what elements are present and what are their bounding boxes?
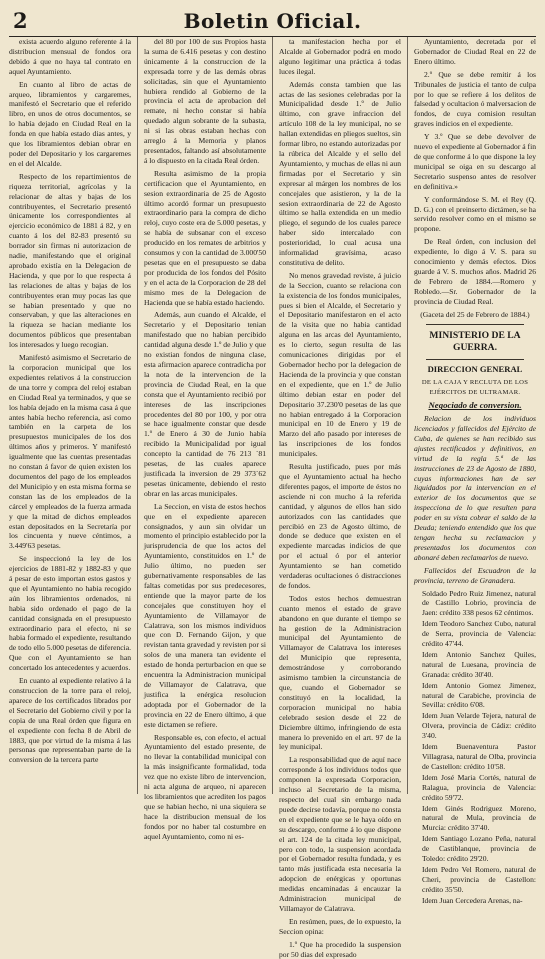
paragraph: exista acuerdo alguno referente á la distribucion mensual de fondos ora debido á que no haya tal contrato en aquel Ayuntamiento. bbox=[9, 37, 131, 76]
paragraph: Ayuntamiento, decretada por el Gobernador de Ciudad Real en 22 de Enero último. bbox=[414, 37, 536, 66]
journal-title: Boletin Oficial. bbox=[183, 9, 362, 33]
list-item: Idem Teodoro Sanchez Cubo, natural de Serra, provincia de Valencia: crédito 47'44. bbox=[422, 619, 536, 649]
paragraph: En cuanto al expediente relativo á la construccion de la torre para el reloj, aparece de los certificados librados por el Secretario del Gobierno civil y por la copia de una Real órden que figura en el expediente con fecha 8 de Abril de 1883, que por virtud de la misma á las personas que representaban parte de la conversion de la tercera parte bbox=[9, 676, 131, 765]
list-item: Idem Juan Velarde Tejera, natural de Olvera, provincia de Cádiz: crédito 3'40. bbox=[422, 711, 536, 741]
paragraph: Y 3.º Que se debe devolver de nuevo el expediente al Gobernador á fin de que conforme á lo que dispone la ley municipal se oiga en su descargo al Secretario suspenso antes de resolver en definitiva.» bbox=[414, 132, 536, 191]
paragraph: Además, aun cuando el Alcalde, el Secretario y el Depositario tenian manifestado que no habian percibido cantidad alguna desde 1.º de Julio y que no existian fondos de ninguna clase, esta afirmacion aparece contradicha por la nota de la intervencion de la provincia de Ciudad Real, en la que consta que el Ayuntamiento recibió por intereses de las inscripciones procedentes del 80 por 100, y por otra se hace igualmente constar que desde 1.º de Enero á 30 de Junio había recibido la Municipalidad por igual concepto la cantidad de 76 213 ´81 pesetas, de las cuales aparece justificada la inversion de 29 373´62 pesetas únicamente, debiendo el resto obrar en las arcas municipales. bbox=[144, 310, 266, 498]
list-item: Idem Buenaventura Pastor Villagrasa, natural de Olba, provincia de Castellon: crédito 10'58. bbox=[422, 742, 536, 771]
section-divider bbox=[426, 359, 524, 360]
paragraph: La Seccion, en vista de estos hechos que en el expediente aparecen consignados, y aun sin olvidar un momento el principio establecido por la jurisprudencia de que los actos del Ayuntamiento, constituidos en 1.º de Julio último, no pueden ser gubernativamente responsables de las faltas cometidas por sus predecesores, entiende que la mayor parte de los concejales que constituyen hoy el Ayuntamiento de Villamayor de Calatrava, son los mismos individuos que con D. Fernando Gijon, y que revistan tanta gravedad y revisten por si solos de una manera tan evidente el estado de honda perturbacion en que se encuentra la Administracion municipal de Villamayor de Calatrava, que justifica la enérgica resolucion adoptada por el Gobernador de la provincia en 22 de Enero último, á que este dictamen se refiere. bbox=[144, 501, 266, 729]
column-1 bbox=[9, 37, 131, 794]
ministry-heading: MINISTERIO DE LA GUERRA. bbox=[429, 330, 521, 354]
gazette-citation: (Gaceta del 25 de Febrero de 1884.) bbox=[420, 309, 530, 319]
department-heading: Negociado de conversion. bbox=[428, 400, 522, 411]
paragraph: del 80 por 100 de sus Propios hasta la suma de 6.416 pesetas y con destino únicamente á la construccion de la expresada torre y de las demás obras solicitadas, sin que el Ayuntamiento hubiera rendido al Gobierno de la provincia el acta de aprobacion del remate, ni hecho constar si había quedado algun sobrante de la subasta, ni si las obras estaban hechas con arreglo á la Memoria y planos presentados, faltando así absolutamente á lo dispuesto en la citada Real órden. bbox=[144, 37, 266, 165]
column-2 bbox=[137, 37, 266, 841]
list-item: Idem Antonio Gomez Jimenez, natural de Carabiche, provincia de Sevilla: crédito 6'08. bbox=[422, 680, 536, 710]
column-4 bbox=[407, 37, 536, 905]
list-item: Idem Pedro Vel Romero, natural de Cheri, provincia de Castellon: crédito 35'50. bbox=[422, 864, 536, 894]
paragraph: Y conformándose S. M. el Rey (Q. D. G.) con el preinserto dictámen, se ha servido resolver como en el mismo se propone. bbox=[414, 194, 536, 234]
paragraph: ta manifestacion hecha por el Alcalde al Gobernador podrá en modo alguno legitimar una práctica á todas luces ilegal. bbox=[279, 37, 401, 76]
direction-heading: DIRECCION GENERAL bbox=[427, 364, 523, 375]
paragraph: 1.º Que ha procedido la suspension por 50 dias del expresado bbox=[279, 939, 401, 959]
deceased-heading: Fallecidos del Escuadron de la provincia, terreno de Granadera. bbox=[414, 565, 536, 585]
list-item: Idem Antonio Sanchez Quiles, natural de Luesana, provincia de Granada: crédito 30'40. bbox=[422, 649, 536, 679]
list-item: Idem José Maria Cortés, natural de Ralagua, provincia de Valencia: crédito 59'72. bbox=[422, 772, 536, 802]
page-number: 2 bbox=[13, 8, 28, 33]
column-3 bbox=[272, 37, 401, 959]
relation-paragraph: Relacion de los individuos licenciados y fallecidos del Ejército de Cuba, de quienes se han recibido sus ajustes rectificados y definitivos, en virtud de la regla 5.ª de las instrucciones de 23 de Agosto de 1880, cuyas informaciones han de ser liquidados por la intervencion en el exterior de los documentos que se inspecciona de lo que resulten para poder en su vista cobrar el saldo de la Deuda; teniendo entendido que los que tengan hecha su reclamacion y presentados los documentos con abonaré deben reclamarlos de nuevo. bbox=[414, 414, 536, 562]
credit-list bbox=[414, 589, 536, 906]
paragraph: Manifestó asimismo el Secretario de la corporacion municipal que los expedientes relativos á la construccion de una torre y compra del reloj estaban en Ciudad Real ya terminados, y que se los había dejado en la misma casa á que antes había hecho referencia, así como también en la carpeta de los presupuestos municipales de los dos últimos años y primeros. Y manifestó igualmente que las cuentas presentadas no constan á favor de quien existen los documentos del pago de los empleados del Municipio y en esta misma forma se constan las de los empleados de la cárcel y empleados de la fuerza armada y que la mitad de dichos empleados estan depositados en la Secretaría por los cincuenta y nueve céntimos, a 3.449'63 pesetas. bbox=[9, 353, 131, 551]
list-item: Idem Santiago Lozano Peña, natural de Castiblanque, provincia de Toledo: crédito 29'20. bbox=[422, 834, 536, 864]
paragraph: Se inspeccionó la ley de los ejercicios de 1881-82 y 1882-83 y que á pesar de esto importan estos gastos y que el Ayuntamiento no habia recogido aún los libramientos ordenados, ni habia sido ordenado el pago de la cantidad consignada en el presupuesto extraordinario para el efecto, ni se habia formado el expediente, resultando de todo ello 5.000 pesetas de diferencia. Que con el Ayuntamiento se han concertado los antecedentes y acuerdos. bbox=[9, 554, 131, 673]
paragraph: Responsable es, con efecto, el actual Ayuntamiento del estado presente, de no llevar la contabilidad municipal con la más insignificante formalidad, toda vez que no existe libro de intervencion, ni acta alguna de arqueo, ni aparecen los libramientos que acrediten los pagos que se habian hecho, ni una siquiera se hace la distribucion mensual de los fondos por no haber tal costumbre en aquel Ayuntamiento, como ni es- bbox=[144, 732, 266, 841]
list-item: Idem Ginés Rodriguez Moreno, natural de Mula, provincia de Murcia: crédito 37'40. bbox=[422, 803, 536, 833]
list-item: Soldado Pedro Ruiz Jimenez, natural de Castillo Lobrio, provincia de Jaen: crédito 338 pesos 62 céntimos. bbox=[422, 588, 536, 618]
paragraph: En resúmen, pues, de lo expuesto, la Seccion opina: bbox=[279, 916, 401, 936]
paragraph: En cuanto al libro de actas de arqueo, libramientos y cargaremes, manifestó el Secretario que el referido libro, en unos de otros documentos, se lo había dejado en Ciudad Real en la fonda en que había estado dias antes, y que los libramientos debian obrar en poder del Depositario y los cargaremes en el del Alcalde. bbox=[9, 79, 131, 168]
paragraph: De Real órden, con inclusion del expediente, lo digo á V. S. para su conocimiento y demás efectos. Dios guarde á V. S. muchos años. Madrid 26 de Febrero de 1884.—Romero y Robledo.—Sr. Gobernador de la provincia de Ciudad Real. bbox=[414, 237, 536, 306]
list-item: Idem Juan Cercedera Arenas, na- bbox=[422, 895, 523, 905]
paragraph: Resulta justificado, pues por más que el Ayuntamiento actual ha hecho diferentes pagos, el importe de éstos no asciende ni con mucho á la referida cantidad, y algunos de ellos han sido autorizados con las cantidades que percibió en 23 de Agosto último, de donde se deduce que existen en el expediente marcadas indicios de que por el actual ó por el anterior Ayuntamiento se han cometido verdaderas ocultaciones ó distracciones de fondos. bbox=[279, 462, 401, 590]
page-header bbox=[9, 6, 536, 37]
paragraph: La responsabilidad que de aquí nace corresponde á los individuos todos que componen la expresada Corporacion, incluso al Secretario de la misma, respecto del cual sin embargo nada puede decirse todavía, porque no consta en el expediente que se le haya oído en su descargo, conforme á lo que dispone el art. 124 de la citada ley municipal, pero con todo, la suspension acordada por el Gobernador resulta fundada, y es tanto más justificada esta necesaria la adopcion de enérgicas y oportunas medidas encaminadas á encauzar la Administracion municipal de Villamayor de Calatrava. bbox=[279, 755, 401, 913]
section-divider bbox=[426, 324, 524, 325]
paragraph: No menos gravedad reviste, á juicio de la Seccion, cuanto se relaciona con la existencia de los fondos municipales, pues si bien el Alcalde, el Secretario y el Depositario manifestaron en el acto de la visita que no habia cantidad alguna en las arcas del Ayuntamiento, es lo cierto, segun resulta de las comunicaciones dirigidas por el Gobernador hecho por la delegacion de Hacienda de la provincia y que constan en el expediente, que en 1.º de Julio último debian estar en poder del Depositario 37.230'0 pesetas de las que no habian entregado á la Corporacion municipal en 10 de Enero y 19 de Marzo del año pasado por intereses de las inscripciones de los fondos municipales. bbox=[279, 270, 401, 459]
paragraph: Resulta asimismo de la propia certificacion que el Ayuntamiento, en sesion extraordinaria de 25 de Agosto último acordó formar un presupuesto extraordinario para la compra de dicho reloj, cuyo coste era de 5.000 pesetas, y se había de subsanar con el exceso producido en los remates de arbitrios y consumos y con la cantidad de 3.000'50 pesetas que en el presupuesto se daba por producida de los fondos del Pósito y en el acta de la Corporacion de 28 del mismo mes de la Delegacion de Hacienda que se había estado haciendo. bbox=[144, 168, 266, 307]
direction-subheading: DE LA CAJA Y RECLUTA DE LOS EJÉRCITOS DE ULTRAMAR. bbox=[421, 379, 529, 397]
paragraph: Además consta tambien que las actas de las sesiones celebradas por la Municipalidad desde 1.º de Julio último, con grave infraccion del artículo 108 de la ley municipal, no se hallan extendidas en pliegos sueltos, sin formar libro, no estando autorizadas por la rúbrica del Alcalde y el sello del Ayuntamiento, y muchas de ellas ni aun firmadas por el Secretario y sin expresar al márgen los nombres de los concejales que asistieron, y la de la sesion extraordinaria de 22 de Agosto último se halla extendida en un medio pliego, el segundo de los cuales parece haber sido intercalado con posterioridad, lo cual acusa una informalidad gravísima, acaso constitutiva de delito. bbox=[279, 79, 401, 267]
paragraph: Respecto de los repartimientos de riqueza territorial, agrícolas y la relacionar de altas y bajas de los contribuyentes, el Secretario presentó únicamente los correspondientes al ejercicio económico de 1881 á 82, y en cuanto á los del 82-83 presentó su borrador sin firmas ni autorizacion de nadie, manifestando que el original aprobado existía en la Delegacion de Hacienda, y que por lo que respecta á las relaciones de altas y bajas de los contribuyentes eran muy pocas las que se habian presentado y que no conservaban, y que las alteraciones en la riqueza se hacian mediante los documentos públicos que presentaban los interesados y luego recogian. bbox=[9, 171, 131, 350]
paragraph: Todos estos hechos demuestran cuanto menos el estado de grave abandono en que durante el tiempo se ha gestion de la Administracion municipal del Ayuntamiento de Villamayor de Calatrava los intereses del Municipio que representa, demostrándose y corroborando asimismo tambien la circunstancia de que, cuando el Gobernador se constituyó en la localidad, la corporacion municipal no habia celebrado sesion desde el 22 de Diciembre último, infringiendo de esta manera lo prevenido en el art. 97 de la ley municipal. bbox=[279, 593, 401, 752]
text-columns bbox=[9, 37, 536, 959]
paragraph: 2.º Que se debe remitir á los Tribunales de justicia el tanto de culpa por lo que se refiere á los delitos de falsedad y ocultacion ó malversacion de fondos, de cuya comision resultan graves indicios en el expediente. bbox=[414, 69, 536, 129]
